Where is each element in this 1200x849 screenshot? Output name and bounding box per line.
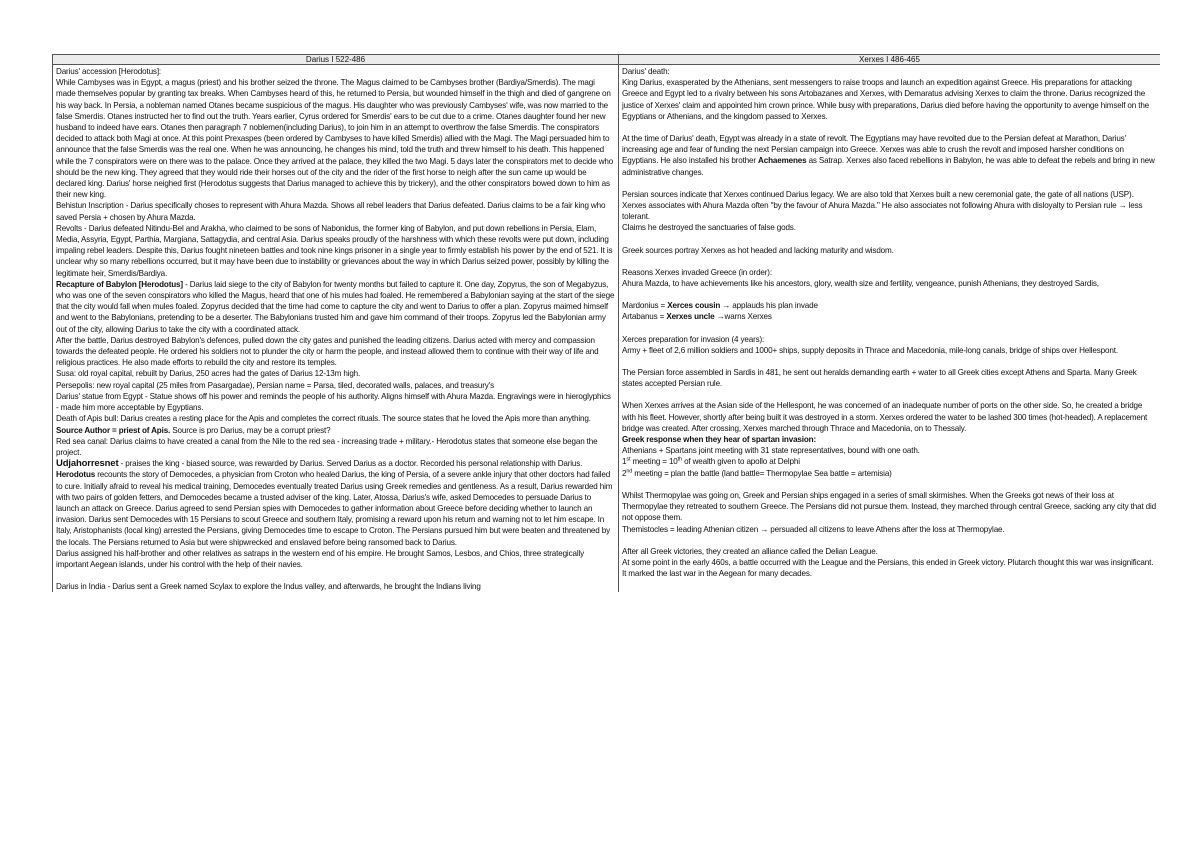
document-page — [52, 54, 1160, 792]
darius-cell — [53, 65, 619, 593]
greek-response-text: Athenians + Spartans joint meeting with 31 state representatives, bound with one oath. — [622, 446, 920, 456]
after-battle-text: After the battle, Darius destroyed Babylon's defences, pulled down the city gates and punished the leading citizens. Darius acted with mercy and compassion towards the defeated people. He ordered his soldiers not to plunder the city or harm the people, and instead allowed them to continue with their way of life and religious practices. He also made efforts to rebuild the city and restore its temples. — [56, 335, 599, 368]
artabanus-line — [622, 311, 1157, 322]
meeting-2 — [622, 468, 1157, 479]
greek-response-title — [622, 434, 1157, 445]
apis-text-end: Source is pro Darius, may be a corrupt priest? — [170, 425, 331, 435]
spacer — [622, 389, 1157, 400]
false-gods-text: Claims he destroyed the sanctuaries of false gods. — [622, 223, 796, 233]
spacer — [622, 234, 1157, 245]
delian-text-1: After all Greek victories, they created an alliance called the Delian League. — [622, 546, 878, 556]
india-text: - Darius sent a Greek named Scylax to explore the Indus valley, and afterwards, he brought the Indians living — [105, 582, 481, 592]
susa-text: Susa: old royal capital, rebuilt by Darius, 250 acres had the gates of Darius 12-13m high. — [56, 369, 361, 379]
satraps-text: Darius assigned his half-brother and other relatives as satraps in the western end of his empire. He brought Samos, Lesbos, and Chios, three strategically important Aegean islands, under his control with the help of their navies. — [56, 548, 585, 569]
spacer — [622, 289, 1157, 300]
mardonius-line — [622, 300, 1157, 311]
behistun-title: Behistun Inscription — [56, 201, 124, 211]
apis-text: Death of Apis bull: Darius creates a resting place for the Apis and completes the correct rituals. The source states that he loved the Apis more than anything. — [56, 414, 591, 424]
revolts-text: - Darius defeated Nitindu-Bel and Arakha, who claimed to be sons of Nabonidus, the former king of Babylon, and put down rebellions in Persia, Elam, Media, Assyria, Egypt, Parthia, Margiana, Sattagydia, and central Asia. Darius speaks proudly of the harshness with which these revolts were put down, including impaling rebel leaders. Despite this, Darius fought nineteen battles and took nine kings prisoner in a single year to firmly establish his power by the end of 521. It is unclear why so many rebellions occurred, but it may have been due to instability or grievances about the way in which Darius seized power, possibly by killing the legitimate heir, Smerdis/Bardiya. — [56, 223, 613, 278]
mardonius-text: → applauds his plan invade — [720, 301, 818, 311]
sardis-text: The Persian force assembled in Sardis in 481, he sent out heralds demanding earth + water to all Greek cities except Athens and Sparta. Many Greek states accepted Persian rule. — [622, 368, 1137, 389]
themistocles-text: Themistocles = leading Athenian citizen → persuaded all citizens to leave Athens after the loss at Thermopylae. — [622, 524, 1005, 534]
democedes-title: Herodotus — [56, 470, 96, 480]
death-text: King Darius, exasperated by the Athenians, sent messengers to raise troops and launch an expedition against Greece. His preparations for attacking Greece and Egypt led to a rivalry between his sons Artobazanes and Xerxes, with Demaratus advising Xerxes to claim the throne. Darius recognized the justice of Xerxes' claim and appointed him crown prince. While busy with preparations, Darius died before having the opportunity to avenge himself on the Egyptians or Athenians, and the kingdom passed to Xerxes. — [622, 78, 1150, 121]
egypt-text-1: At the time of Darius' death, Egypt was already in a state of revolt. The Egyptians may have revolted due to the Persian defeat at Marathon, Darius' increasing age and fear of funding the next Persian campaign into Greece. Xerxes was able to crush the revolt and imposed harsher conditions on Egyptians. He also installed his brother — [622, 134, 1126, 166]
revolts-title: Revolts — [56, 223, 82, 233]
udja-text: - praises the king - biased source, was rewarded by Darius. Served Darius as a doctor. Recorded his personal relationship with Darius. — [118, 459, 583, 469]
spacer — [622, 356, 1157, 367]
greek-sources-text: Greek sources portray Xerxes as hot headed and lacking maturity and wisdom. — [622, 245, 894, 255]
delian-text-2: At some point in the early 460s, a battle occurred with the League and the Persians, this ended in Greek victory. Plutarch thought this war was insignificant. It marked the last war in the Aegean for many decades. — [622, 557, 1154, 579]
reasons-title: Reasons Xerxes invaded Greece (in order): — [622, 267, 772, 277]
death-title: Darius' death: — [622, 67, 670, 76]
meeting2-num: 2 — [622, 468, 627, 478]
babylon-text: - Darius laid siege to the city of Babylon for twenty months but failed to capture it. One day, Zopyrus, the son of Megabyzus, who was one of the seven conspirators who killed the Magus, heard that one of his mules had foaled. He remembered a Babylonian saying at the start of the siege that the city would fall when mules foaled. Zopyrus decided that the time had come to capture the city and went to Darius to offer a plan. Zopyrus maimed himself and went to the Babylonians, pretending to be a deserter. The Babylonians trusted him and gave him command of their troops. Zopyrus led the Babylonian army out of the city, allowing Darius to take the city with a coordinated attack. — [56, 279, 615, 334]
behistun-paragraph — [56, 200, 615, 222]
spacer — [622, 178, 1157, 189]
hellespont-text: When Xerxes arrives at the Asian side of the Hellespont, he was concerned of an inadequate number of ports on the other side. So, he created a bridge with his fleet. However, shortly after being built it was destroyed in a storm. Xerxes ordered the water to be lashed 300 times (hot-headed). A replacement bridge was created. After crossing, Xerxes marched through Thrace and Macedonia, on to Thessaly. — [622, 401, 1148, 433]
artabanus-prefix: Artabanus = — [622, 312, 667, 322]
preparation-text: Army + fleet of 2,6 million soldiers and 1000+ ships, supply deposits in Thrace and Macedonia, mile-long canals, bridge of ships over Hellespont. — [622, 345, 1118, 355]
meeting1-sup: st — [626, 456, 631, 463]
accession-title: Darius' accession [Herodotus]: — [56, 67, 162, 76]
header-row — [53, 55, 1161, 65]
persian-sources-text: Persian sources indicate that Xerxes continued Darius legacy. We are also told that Xerxes built a new ceremonial gate, the gate of all nations (USP). Xerxes associates with Ahura Mazda often "by the favour of Ahura Mazda." He also associates not following Ahura with disloyalty to Persian rule → less tolerant. — [622, 189, 1143, 222]
artabanus-text: →warns Xerxes — [714, 312, 772, 322]
preparation-title: Xerces preparation for invasion (4 years): — [622, 334, 765, 344]
apis-source: Source Author = priest of Apis. — [56, 425, 171, 435]
spacer — [622, 535, 1157, 546]
meeting2-sup: nd — [626, 468, 633, 474]
accession-text: While Cambyses was in Egypt, a magus (priest) and his brother seized the throne. The Magus claimed to be Cambyses brother (Bardiya/Smerdis). The magi made themselves popular by granting tax breaks. When Cambyses heard of this, he returned to Persia, but wounded himself in the thigh and died of gangrene on his way back. In Persia, a nobleman named Otanes became suspicious of the magus. His daughter who was previously Cambyses' wife, was now married to the false Smerdis. Otanes instructed her to find out the truth. Years earlier, Cyrus ordered for Smerdis' ears to be cut due to a crime. Otanes daughter found her new husband to indeed have ears. Otanes then paragraph 7 noblemen(including Darius), to join him in an attempt to overthrow the false Smerdis. The conspirators decided to attack both Magi at once. At this point Prexaspes (been ordered by Cambyses to have killed Smerdis) allied with the Magi. The Magi persuaded him to announce that the false Smerdis was the real one. When he was announcing, he changes his mind, told the truth and threw himself to his death. This happened while the 7 conspirators were on there was to the palace. Once they arrived at the palace, they killed the two Magi. 5 days later the conspirators met to decide who should be the new king. They agreed that they would ride their horses out of the city and the rider of the first horse to neigh after the sun came up would be declared king. Darius' horse neighed first (Herodotus suggests that Darius managed to achieve this by trickery), and the other conspirators bowed down to him as their new king. — [56, 78, 614, 200]
revolts-paragraph — [56, 223, 615, 279]
udja-title: Udjahorresnet — [56, 458, 119, 470]
egypt-text-2: as Satrap. Xerxes also faced rebellions in Babylon, he was able to defeat the rebels and bring in new administrative changes. — [622, 156, 1155, 177]
spacer — [622, 256, 1157, 267]
content-row — [53, 65, 1161, 593]
behistun-text: - Darius specifically choses to represent with Ahura Mazda. Shows all rebel leaders that Darius defeated. Darius claims to be a fair king who saved Persia + chosen by Ahura Mazda. — [56, 201, 606, 222]
artabanus-relation: Xerxes uncle — [666, 312, 715, 322]
democedes-paragraph — [56, 469, 615, 547]
xerxes-column-header: Xerxes I 486-465 — [619, 55, 1161, 65]
statue-text: - Statue shows off his power and reminds the people of his authority. Aligns himself with Ahura Mazda. Engravings were in hieroglyphics - made him more acceptable by Egyptians. — [56, 391, 611, 413]
achaemenes: Achaemenes — [758, 156, 807, 166]
thermopylae-text: Whilst Thermopylae was going on, Greek and Persian ships engaged in a series of small skirmishes. When the Greeks got news of their loss at Thermopylae they retreated to southern Greece. The Persians did not pursue them. Instead, they marched through central Greece, sacking any city that did not oppose them. — [622, 490, 1157, 523]
spacer — [622, 323, 1157, 334]
darius-accession — [56, 66, 615, 77]
xerxes-cell — [619, 65, 1161, 593]
comparison-table — [52, 54, 1160, 592]
spacer — [622, 479, 1157, 490]
persepolis-text: Persepolis: new royal capital (25 miles from Pasargadae), Persian name = Parsa, tiled, decorated walls, palaces, and treasury's — [56, 380, 494, 390]
spacer — [622, 122, 1157, 133]
reasons-text: Ahura Mazda, to have achievements like his ancestors, glory, wealth size and fertility, vengeance, punish Athenians, they destroyed Sardis, — [622, 279, 1099, 289]
mardonius-relation: Xerces cousin — [667, 301, 721, 311]
meeting-1 — [622, 456, 1157, 467]
babylon-title: Recapture of Babylon [Herodotus] — [56, 279, 183, 289]
red-sea-text: Darius claims to have created a canal from the Nile to the red sea - increasing trade + military.- Herodotus states that someone else began the project. — [56, 436, 598, 457]
greek-response-heading: Greek response when they hear of spartan invasion: — [622, 435, 817, 445]
meeting1-num: 1 — [622, 457, 627, 467]
udja-paragraph — [56, 458, 615, 469]
meeting1-sup2: th — [677, 456, 682, 463]
red-sea-title: Red sea canal: — [56, 436, 108, 446]
meeting1-b: of wealth given to apollo at Delphi — [681, 457, 800, 467]
democedes-text: recounts the story of Democedes, a physician from Croton who healed Darius, the king of Persia, of a severe ankle injury that other doctors had failed to cure. Initially afraid to reveal his medical training, Democedes eventually treated Darius using Greek remedies and gentleness. As a result, Darius rewarded him with two pairs of golden fetters, and Democedes became a trusted adviser of the king. Later, Atossa, Darius's wife, asked Democedes to persuade Darius to launch an attack on Greece. Darius agreed to send Persian spies with Democedes to gather information about Greece before deciding whether to launch an invasion. Darius sent Democedes with 15 Persians to scout Greece and southern Italy, promising a reward upon his return and warning not to let him escape. In Italy, Aristophanists (local king) arrested the Persians, giving Democedes time to escape to Croton. The Persians pursued him but were beaten and threatened by the locals. The Persians returned to Asia but were shipwrecked and enslaved before being ransomed back to Darius. — [56, 470, 613, 547]
apis-paragraph — [56, 413, 615, 435]
spacer — [56, 570, 615, 581]
india-title: Darius in India — [56, 582, 106, 592]
mardonius-prefix: Mardonius = — [622, 301, 668, 311]
meeting2-text: meeting = plan the battle (land battle= Thermopylae Sea battle = artemisia) — [632, 468, 892, 478]
darius-column-header: Darius I 522-486 — [53, 55, 619, 65]
egypt-paragraph — [622, 133, 1157, 178]
meeting1-a: meeting = 10 — [630, 457, 678, 467]
statue-title: Darius' statue from Egypt — [56, 391, 143, 401]
india-paragraph — [56, 581, 615, 592]
red-sea-paragraph — [56, 436, 615, 458]
statue-paragraph — [56, 391, 615, 413]
babylon-paragraph — [56, 279, 615, 335]
